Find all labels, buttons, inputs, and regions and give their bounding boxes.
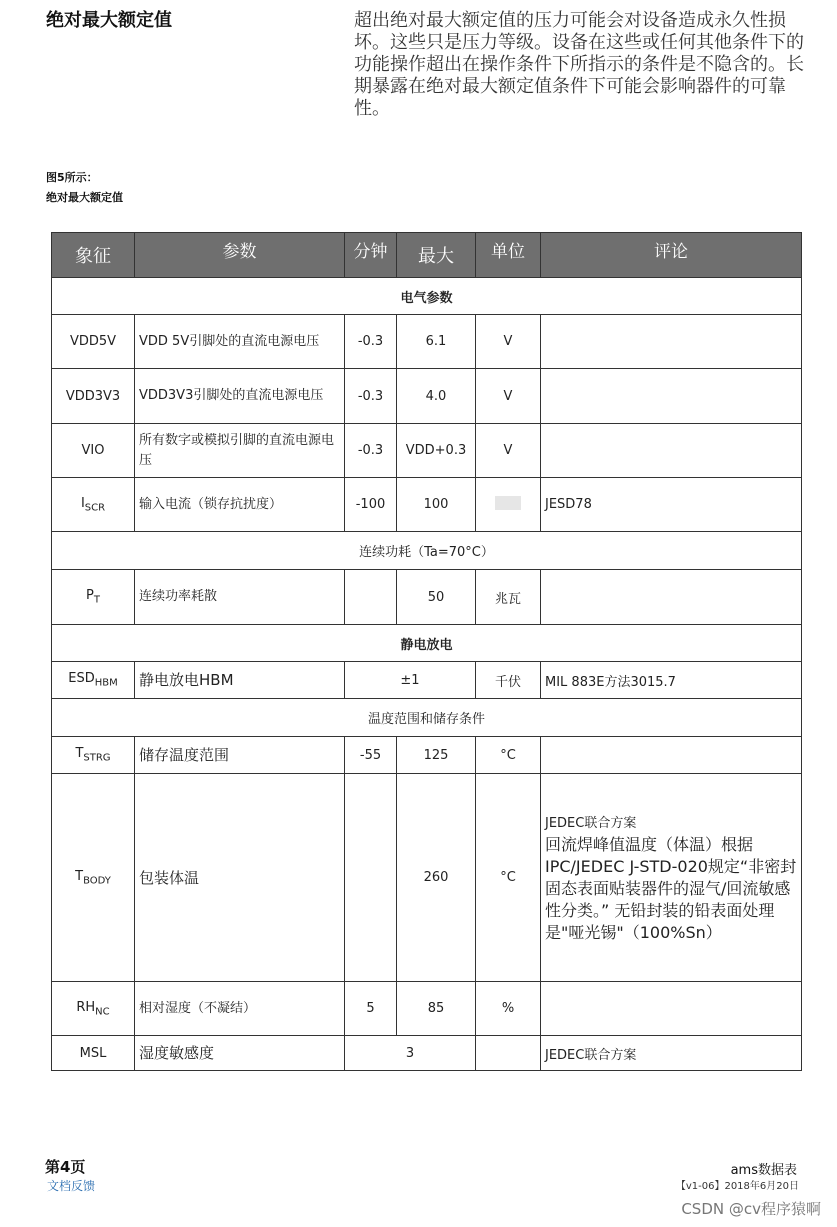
cell-unit: °C [476,774,541,982]
cell-symbol [52,774,135,982]
cell-max: 260 [397,774,476,982]
cell-parameter: 连续功率耗散 [135,570,345,625]
symbol-main: I [80,495,85,511]
figure-label: 图5所示： [46,171,98,184]
comment-body: 回流焊峰值温度（体温）根据IPC/JEDEC J-STD-020规定“非密封固态表面贴装器件的湿气/回流敏感性分类。” 无铅封装的铅表面处理是"哑光锡"（100%Sn） [545,834,797,942]
cell-comment: JEDEC联合方案 [541,1036,802,1071]
table-row [52,982,802,1036]
cell-unit [476,1036,541,1071]
cell-symbol [52,478,135,532]
symbol-main: P [86,588,94,604]
symbol-sub: BODY [83,875,111,887]
table-row [52,369,802,424]
cell-comment: MIL 883E方法3015.7 [541,662,802,699]
cell-comment [541,424,802,478]
cell-comment [541,737,802,774]
cell-max: 50 [397,570,476,625]
stress-notice: 超出绝对最大额定值的压力可能会对设备造成永久性损坏。这些只是压力等级。设备在这些或任何其他条件下的功能操作超出在操作条件下所指示的条件是不隐含的。长期暴露在绝对最大额定值条件下可能会影响器件的可靠性。 [354,10,804,119]
cell-max: 6.1 [397,315,476,369]
cell-symbol: VDD3V3 [52,369,135,424]
section-row-electrical [52,278,802,315]
cell-value: 3 [345,1036,476,1071]
cell-min: -55 [345,737,397,774]
cell-unit: V [476,315,541,369]
document-version: 【v1-06】2018年6月20日 [675,1181,799,1192]
symbol-main: T [75,868,84,884]
cell-parameter: 包装体温 [135,774,345,982]
cell-symbol [52,662,135,699]
cell-unit: V [476,424,541,478]
watermark: CSDN @cv程序猿啊 [681,1200,821,1218]
cell-comment [541,369,802,424]
cell-symbol: VDD5V [52,315,135,369]
table-row [52,424,802,478]
cell-parameter: 湿度敏感度 [135,1036,345,1071]
symbol-sub: T [93,594,100,606]
comment-title: JEDEC联合方案 [545,815,637,831]
cell-min: 5 [345,982,397,1036]
cell-min: -100 [345,478,397,532]
section-row-esd [52,625,802,662]
table-row [52,662,802,699]
cell-symbol: MSL [52,1036,135,1071]
cell-min: -0.3 [345,369,397,424]
section-row-temperature [52,699,802,737]
cell-min: -0.3 [345,424,397,478]
cell-symbol [52,737,135,774]
header-symbol: 象征 [52,233,135,278]
section-label: 电气参数 [52,278,802,315]
symbol-sub: SCR [84,502,106,514]
table-row [52,774,802,982]
cell-symbol: VIO [52,424,135,478]
cell-comment [541,982,802,1036]
cell-max: 100 [397,478,476,532]
absolute-max-ratings-table [51,232,802,1071]
cell-unit: % [476,982,541,1036]
cell-parameter: 输入电流（锁存抗扰度） [135,478,345,532]
cell-unit: V [476,369,541,424]
symbol-sub: STRG [83,752,111,764]
cell-comment [541,774,802,982]
cell-unit: 千伏 [476,662,541,699]
cell-unit: °C [476,737,541,774]
cell-min [345,570,397,625]
symbol-main: ESD [68,671,95,687]
cell-comment: JESD78 [541,478,802,532]
table-row [52,570,802,625]
cell-unit [476,478,541,532]
symbol-main: RH [76,999,96,1015]
header-max: 最大 [397,233,476,278]
cell-symbol [52,982,135,1036]
cell-comment [541,315,802,369]
section-label: 温度范围和储存条件 [52,699,802,737]
table-header-row [52,233,802,278]
table-row [52,737,802,774]
cell-max: 85 [397,982,476,1036]
header-comment: 评论 [541,233,802,278]
section-label: 连续功耗（Ta=70°C） [52,532,802,570]
cell-parameter: 相对湿度（不凝结） [135,982,345,1036]
table-row [52,1036,802,1071]
section-title: 绝对最大额定值 [46,10,172,31]
symbol-main: T [75,746,84,762]
cell-parameter: VDD 5V引脚处的直流电源电压 [135,315,345,369]
cell-min [345,774,397,982]
cell-value: ±1 [345,662,476,699]
document-name: ams数据表 [730,1163,797,1178]
document-feedback-link[interactable]: 文档反馈 [47,1179,96,1193]
header-unit: 单位 [476,233,541,278]
section-row-power [52,532,802,570]
cell-min: -0.3 [345,315,397,369]
cell-comment [541,570,802,625]
redacted-unit [495,496,521,510]
header-parameter: 参数 [135,233,345,278]
cell-max: VDD+0.3 [397,424,476,478]
cell-unit: 兆瓦 [476,570,541,625]
cell-max: 125 [397,737,476,774]
cell-symbol [52,570,135,625]
table-row [52,478,802,532]
cell-parameter: 储存温度范围 [135,737,345,774]
cell-parameter: VDD3V3引脚处的直流电源电压 [135,369,345,424]
section-label: 静电放电 [52,625,802,662]
symbol-sub: NC [95,1006,110,1018]
page-number: 第4页 [45,1158,86,1176]
figure-title: 绝对最大额定值 [46,191,123,204]
cell-parameter: 所有数字或模拟引脚的直流电源电压 [135,424,345,478]
header-min: 分钟 [345,233,397,278]
table-row [52,315,802,369]
cell-max: 4.0 [397,369,476,424]
cell-parameter: 静电放电HBM [135,662,345,699]
symbol-sub: HBM [94,677,118,689]
